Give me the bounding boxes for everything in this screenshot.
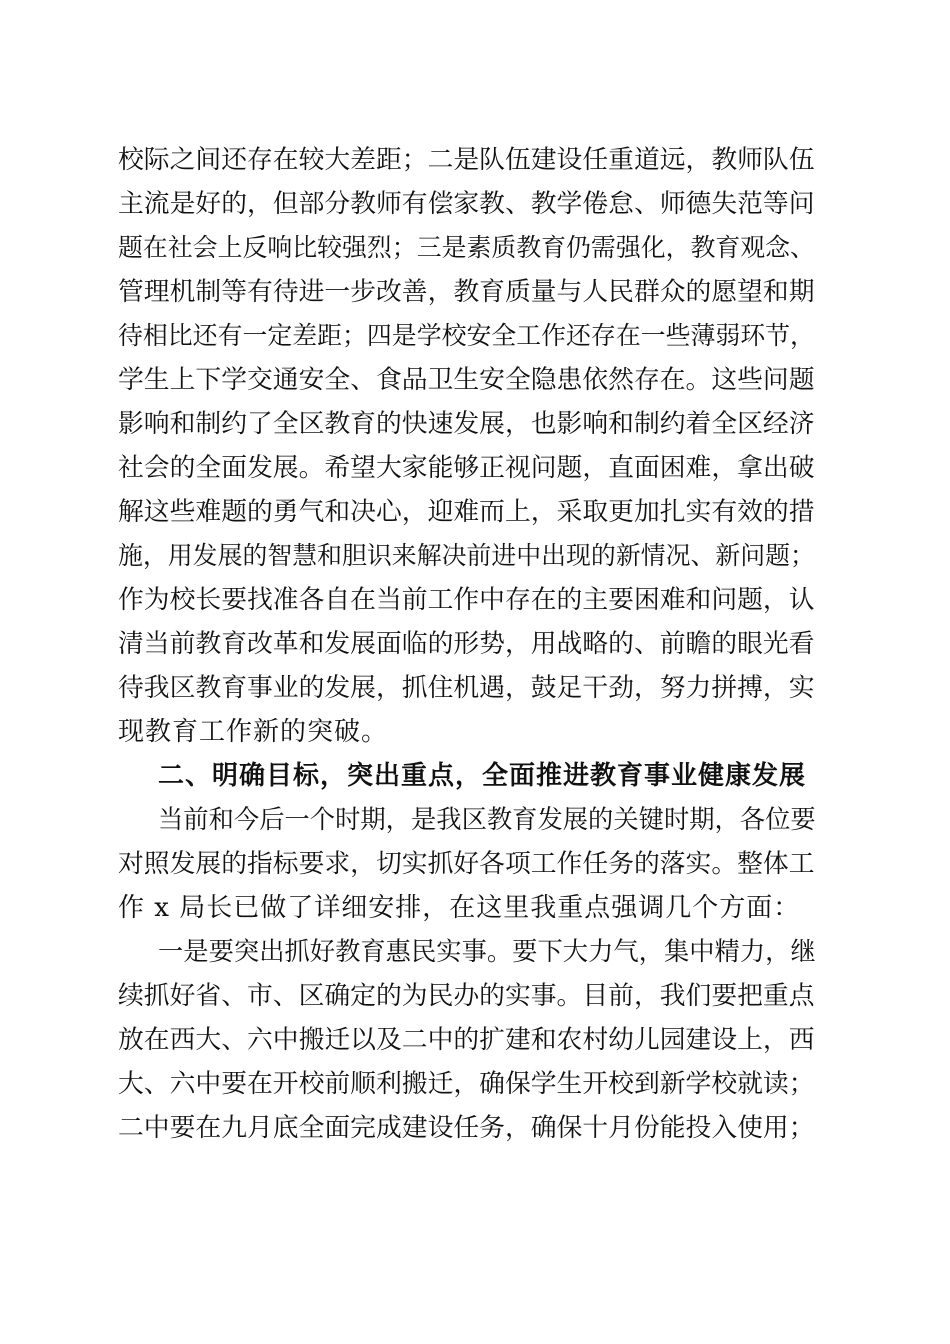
paragraph-1-line: 现教育工作新的突破。 [118,717,389,747]
paragraph-3-line: 大、六中要在开校前顺利搬迁，确保学生开校到新学校就读； [118,1069,815,1099]
paragraph-3-first-rest: 要下大力气，集中精力，继 [512,937,816,966]
paragraph-1-line: 作为校长要找准各自在当前工作中存在的主要困难和问题，认 [118,585,815,615]
paragraph-1-line: 学生上下学交通安全、食品卫生安全隐患依然存在。这些问题 [118,365,815,395]
paragraph-1-line: 解这些难题的勇气和决心，迎难而上，采取更加扎实有效的措 [118,497,815,527]
paragraph-2-line: 对照发展的指标要求，切实抓好各项工作任务的落实。整体工 [118,849,815,879]
paragraph-3-line: 二中要在九月底全面完成建设任务，确保十月份能投入使用； [118,1113,815,1143]
paragraph-2-line: 当前和今后一个时期，是我区教育发展的关键时期，各位要 [158,805,816,834]
paragraph-1-line: 清当前教育改革和发展面临的形势，用战略的、前瞻的眼光看 [118,629,815,659]
paragraph-1-line: 待我区教育事业的发展，抓住机遇，鼓足干劲，努力拼搏，实 [118,673,815,703]
paragraph-3-line: 放在西大、六中搬迁以及二中的扩建和农村幼儿园建设上，西 [118,1025,815,1055]
paragraph-1-line: 校际之间还存在较大差距；二是队伍建设任重道远，教师队伍 [118,145,815,175]
section-heading: 二、明确目标，突出重点，全面推进教育事业健康发展 [158,761,807,791]
paragraph-1-line: 社会的全面发展。希望大家能够正视问题，直面困难，拿出破 [118,453,815,483]
paragraph-3-line: 续抓好省、市、区确定的为民办的实事。目前，我们要把重点 [118,981,815,1011]
paragraph-1-line: 题在社会上反响比较强烈；三是素质教育仍需强化，教育观念、 [118,233,815,262]
paragraph-2-line: 作 x 局长已做了详细安排，在这里我重点强调几个方面： [118,893,801,923]
paragraph-3-lead: 一是要突出抓好教育惠民实事。 [158,937,513,966]
paragraph-1-line: 待相比还有一定差距；四是学校安全工作还存在一些薄弱环节， [118,321,815,350]
paragraph-1-line: 施，用发展的智慧和胆识来解决前进中出现的新情况、新问题； [118,541,815,570]
paragraph-3-first-line [158,930,843,974]
paragraph-1-line: 管理机制等有待进一步改善，教育质量与人民群众的愿望和期 [118,277,815,307]
paragraph-1-line: 主流是好的，但部分教师有偿家教、教学倦怠、师德失范等问 [118,189,815,219]
paragraph-1-line: 影响和制约了全区教育的快速发展，也影响和制约着全区经济 [118,409,815,439]
